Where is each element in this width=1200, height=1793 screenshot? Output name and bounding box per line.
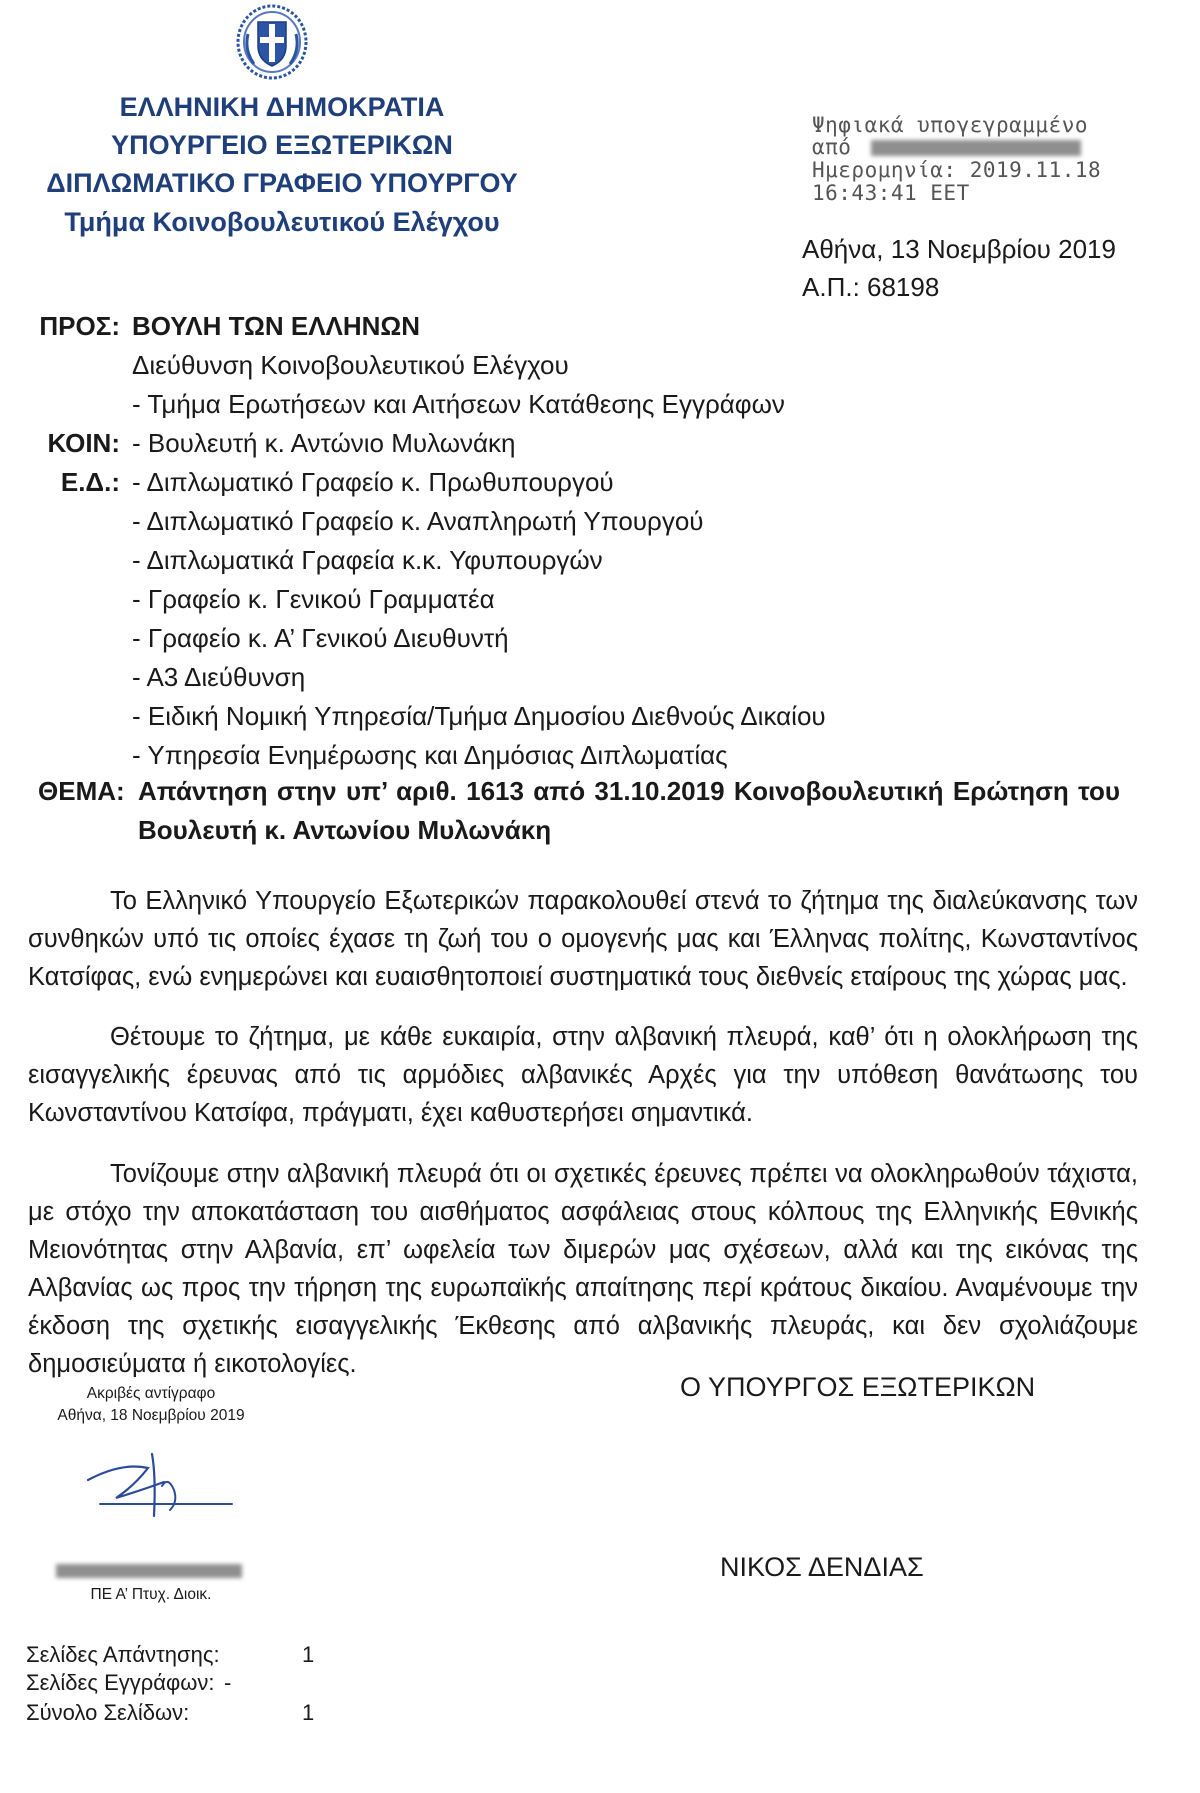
signature-stamp-prefix: από — [812, 135, 852, 159]
cc-recipient: - Βουλευτή κ. Αντώνιο Μυλωνάκη — [132, 428, 516, 458]
redacted-signer-name — [56, 1560, 256, 1582]
signature-stamp-date: Ημερομηνία: 2019.11.18 — [812, 158, 1102, 182]
ed-label: Ε.Δ.: — [60, 467, 120, 497]
total-pages-value: 1 — [302, 1700, 315, 1725]
reply-pages-value: 1 — [302, 1642, 315, 1667]
header-office: ΔΙΠΛΩΜΑΤΙΚΟ ΓΡΑΦΕΙΟ ΥΠΟΥΡΓΟΥ — [46, 168, 518, 198]
ed-recipient: - Ειδική Νομική Υπηρεσία/Τμήμα Δημοσίου Διεθνούς Δικαίου — [132, 701, 826, 731]
body-paragraph: Τονίζουμε στην αλβανική πλευρά ότι οι σχετικές έρευνες πρέπει να ολοκληρωθούν τάχιστα, με στόχο την αποκατάσταση του αισθήματος ασφάλειας στους κόλπους της Ελληνικής Εθνικής Μειονότητας στην Αλβανία, επ’ ωφελεία των διμερών μας σχέσεων, αλλά και της εικόνας της Αλβανίας ως προς την τήρηση της ευρωπαϊκής απαίτησης περί κράτους δικαίου. Αναμένουμε την έκδοση της σχετικής εισαγγελικής Έκθεσης από αλβανικής πλευράς, και δεν σχολιάζουμε δημοσιεύματα ή εικοτολογίες. — [28, 1160, 1138, 1378]
certified-copy-date: Αθήνα, 18 Νοεμβρίου 2019 — [57, 1407, 245, 1424]
redacted-text — [56, 1564, 242, 1578]
minister-title: Ο ΥΠΟΥΡΓΟΣ ΕΞΩΤΕΡΙΚΩΝ — [680, 1372, 1036, 1402]
ed-recipient: - Γραφείο κ. Α’ Γενικού Διευθυντή — [132, 623, 509, 653]
body-paragraph: Θέτουμε το ζήτημα, με κάθε ευκαιρία, στην αλβανική πλευρά, καθ’ ότι η ολοκλήρωση της εισαγγελικής έρευνας από τις αρμόδιες αλβανικές Αρχές για την υπόθεση θανάτωσης του Κωνσταντίνου Κατσίφα, πράγματι, έχει καθυστερήσει σημαντικά. — [28, 1023, 1138, 1127]
total-pages-label: Σύνολο Σελίδων: — [26, 1700, 190, 1725]
ed-recipient: - Διπλωματικό Γραφείο κ. Πρωθυπουργού — [132, 467, 614, 497]
signature-stamp-line1: Ψηφιακά υπογεγραμμένο — [812, 113, 1089, 137]
greek-coat-of-arms-emblem — [236, 4, 308, 80]
header-ministry: ΥΠΟΥΡΓΕΙΟ ΕΞΩΤΕΡΙΚΩΝ — [111, 130, 453, 160]
to-recipient: ΒΟΥΛΗ ΤΩΝ ΕΛΛΗΝΩΝ — [132, 311, 421, 341]
to-label: ΠΡΟΣ: — [39, 311, 120, 341]
ed-recipient: - Α3 Διεύθυνση — [132, 662, 306, 692]
document-pages-value: - — [224, 1670, 232, 1695]
signature-stamp-time: 16:43:41 EET — [812, 181, 970, 205]
subject-text: Απάντηση στην υπ’ αριθ. 1613 από 31.10.2019 Κοινοβουλευτική Ερώτηση του — [138, 776, 1120, 806]
document-pages-label: Σελίδες Εγγράφων: — [26, 1670, 215, 1695]
protocol-number: Α.Π.: 68198 — [802, 272, 940, 302]
ed-recipient: - Υπηρεσία Ενημέρωσης και Δημόσιας Διπλωματίας — [132, 740, 728, 770]
ed-recipient: - Γραφείο κ. Γενικού Γραμματέα — [132, 584, 495, 614]
document-date: Αθήνα, 13 Νοεμβρίου 2019 — [802, 234, 1116, 264]
body-paragraph: Το Ελληνικό Υπουργείο Εξωτερικών παρακολουθεί στενά το ζήτημα της διαλεύκανσης των συνθηκών υπό τις οποίες έχασε τη ζωή του ο ομογενής μας και Έλληνας πολίτης, Κωνσταντίνος Κατσίφας, ενώ ενημερώνει και ευαισθητοποιεί συστηματικά τους διεθνείς εταίρους της χώρας μας. — [28, 887, 1138, 991]
to-recipient: Διεύθυνση Κοινοβουλευτικού Ελέγχου — [132, 350, 569, 380]
ed-recipient: - Διπλωματικό Γραφείο κ. Αναπληρωτή Υπουργού — [132, 506, 704, 536]
to-recipient: - Τμήμα Ερωτήσεων και Αιτήσεων Κατάθεσης Εγγράφων — [132, 389, 785, 419]
header-country: ΕΛΛΗΝΙΚΗ ΔΗΜΟΚΡΑΤΙΑ — [119, 92, 445, 122]
handwritten-signature — [82, 1446, 238, 1530]
certified-copy-label: Ακριβές αντίγραφο — [86, 1385, 216, 1402]
header-department: Τμήμα Κοινοβουλευτικού Ελέγχου — [64, 207, 500, 237]
cc-label: ΚΟΙΝ: — [47, 428, 120, 458]
signature-stamp-line2 — [812, 136, 1081, 159]
subject-text-continued: Βουλευτή κ. Αντωνίου Μυλωνάκη — [138, 815, 552, 845]
reply-pages-label: Σελίδες Απάντησης: — [26, 1642, 220, 1667]
subject-label: ΘΕΜΑ: — [38, 776, 125, 806]
minister-name: ΝΙΚΟΣ ΔΕΝΔΙΑΣ — [720, 1552, 924, 1582]
redacted-name — [871, 140, 1081, 156]
ed-recipient: - Διπλωματικά Γραφεία κ.κ. Υφυπουργών — [132, 545, 603, 575]
signer-role: ΠΕ Α’ Πτυχ. Διοικ. — [90, 1586, 212, 1603]
